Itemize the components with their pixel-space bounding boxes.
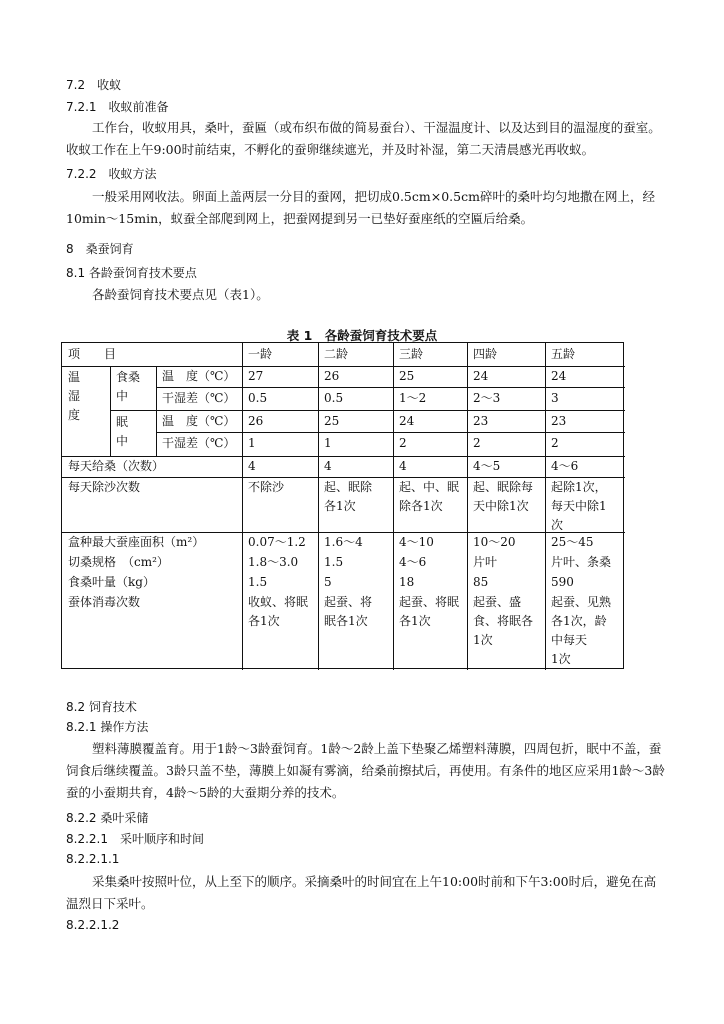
feedings-3: 4 — [399, 459, 407, 473]
sub-feeding: 食桑 中 — [116, 370, 141, 403]
feeding-temp-2: 26 — [324, 369, 340, 383]
area-4: 10～20 — [473, 535, 516, 549]
label-feedings: 每天给桑（次数） — [68, 459, 165, 473]
feeding-temp-5: 24 — [551, 369, 567, 383]
cut-2: 1.5 — [324, 555, 344, 569]
cleaning-3: 起、中、眠 除各1次 — [399, 480, 460, 513]
disinfect-4: 起蚕、盛 食、将眠各 1次 — [473, 595, 534, 647]
label-area: 盒种最大蚕座面积（m²） — [68, 535, 205, 549]
area-2: 1.6～4 — [324, 535, 363, 549]
feedings-2: 4 — [324, 459, 332, 473]
cut-5: 片叶、条桑 — [551, 555, 612, 569]
label-leaf: 食桑叶量（kg） — [68, 575, 155, 589]
feeding-temp-3: 25 — [399, 369, 415, 383]
label-cut: 切桑规格 （cm²） — [68, 555, 169, 569]
cut-1: 1.8～3.0 — [248, 555, 299, 569]
label-moult-temp: 温 度（℃） — [162, 414, 236, 428]
sub-moult: 眠 中 — [116, 415, 129, 448]
section-heading-8-1: 8.1 各龄蚕饲育技术要点 — [66, 266, 197, 280]
feeding-diff-1: 0.5 — [248, 391, 268, 405]
paragraph-8-2-1: 塑料薄膜覆盖育。用于1龄～3龄蚕饲育。1龄～2龄上盖下垫聚乙烯塑料薄膜，四周包折，眠中不盖，蚕饲食后继续覆盖。3龄只盖不垫，薄膜上如凝有雾滴，给桑前擦拭后，再使用。有条件的地区应采用1龄～3龄蚕的小蚕期共育，4龄～5龄的大蚕期分养的技术。 — [66, 741, 665, 800]
section-heading-8-2-1: 8.2.1 操作方法 — [66, 720, 149, 734]
feedings-1: 4 — [248, 459, 256, 473]
moult-diff-4: 2 — [473, 436, 481, 450]
cleaning-1: 不除沙 — [248, 480, 285, 494]
cleaning-2: 起、眠除 各1次 — [324, 480, 373, 513]
header-instar-5: 五龄 — [551, 347, 576, 361]
moult-diff-5: 2 — [551, 436, 559, 450]
feeding-diff-5: 3 — [551, 391, 559, 405]
header-instar-3: 三龄 — [399, 347, 424, 361]
section-heading-8-2-2-1: 8.2.2.1 采叶顺序和时间 — [66, 832, 204, 846]
leaf-3: 18 — [399, 575, 415, 589]
label-moult-diff: 干湿差（℃） — [162, 436, 236, 450]
leaf-1: 1.5 — [248, 575, 268, 589]
cleaning-4: 起、眠除每 天中除1次 — [473, 480, 534, 513]
header-instar-4: 四龄 — [473, 347, 498, 361]
paragraph-7-2-1: 工作台，收蚁用具，桑叶，蚕匾（或布织布做的简易蚕台）、干湿温度计、以及达到目的温湿度的蚕室。收蚁工作在上午9:00时前结束，不孵化的蚕卵继续遮光，并及时补湿，第二天清晨感光再收蚁。 — [66, 120, 661, 157]
section-heading-7-2: 7.2 收蚁 — [66, 78, 122, 92]
moult-diff-2: 1 — [324, 436, 332, 450]
paragraph-7-2-2: 一般采用网收法。卵面上盖两层一分目的蚕网，把切成0.5cm×0.5cm碎叶的桑叶均匀地撒在网上，经10min～15min，蚁蚕全部爬到网上，把蚕网提到另一已垫好蚕座纸的空匾后给桑。 — [66, 189, 655, 226]
paragraph-8-2-2-1-1: 采集桑叶按照叶位，从上至下的顺序。采摘桑叶的时间宜在上午10:00时前和下午3:00时后，避免在高温烈日下采叶。 — [66, 874, 657, 911]
section-heading-8-2-2-1-1: 8.2.2.1.1 — [66, 852, 120, 866]
section-heading-8-2-2-1-2: 8.2.2.1.2 — [66, 918, 120, 932]
table-caption: 表 1 各龄蚕饲育技术要点 — [286, 328, 438, 343]
feeding-temp-4: 24 — [473, 369, 489, 383]
label-cleaning: 每天除沙次数 — [68, 480, 141, 494]
cut-4: 片叶 — [473, 555, 498, 569]
moult-temp-3: 24 — [399, 414, 415, 428]
section-heading-7-2-1: 7.2.1 收蚁前准备 — [66, 100, 169, 114]
leaf-2: 5 — [324, 575, 332, 589]
section-heading-8-2-2: 8.2.2 桑叶采储 — [66, 811, 149, 825]
section-heading-8: 8 桑蚕饲育 — [66, 242, 134, 256]
feeding-temp-1: 27 — [248, 369, 264, 383]
moult-diff-1: 1 — [248, 436, 256, 450]
moult-diff-3: 2 — [399, 436, 407, 450]
header-instar-1: 一龄 — [248, 347, 273, 361]
label-feeding-diff: 干湿差（℃） — [162, 391, 236, 405]
area-3: 4～10 — [399, 535, 434, 549]
cleaning-5: 起除1次， 每天中除1 次 — [551, 480, 607, 532]
moult-temp-1: 26 — [248, 414, 264, 428]
section-heading-8-2: 8.2 饲育技术 — [66, 700, 137, 714]
moult-temp-5: 23 — [551, 414, 567, 428]
disinfect-1: 收蚁、将眠 各1次 — [248, 595, 309, 628]
label-disinfect: 蚕体消毒次数 — [68, 595, 141, 609]
moult-temp-2: 25 — [324, 414, 340, 428]
header-item: 项 目 — [68, 347, 117, 361]
disinfect-5: 起蚕、见熟 各1次，龄 中每天 1次 — [551, 595, 612, 666]
leaf-4: 85 — [473, 575, 489, 589]
area-5: 25～45 — [551, 535, 594, 549]
feeding-diff-4: 2～3 — [473, 391, 501, 405]
rearing-table — [61, 342, 624, 669]
feeding-diff-2: 0.5 — [324, 391, 344, 405]
group-temp-humidity: 温 湿 度 — [68, 370, 81, 422]
area-1: 0.07～1.2 — [248, 535, 306, 549]
feedings-5: 4～6 — [551, 459, 579, 473]
section-heading-7-2-2: 7.2.2 收蚁方法 — [66, 167, 157, 181]
disinfect-3: 起蚕、将眠 各1次 — [399, 595, 460, 628]
moult-temp-4: 23 — [473, 414, 489, 428]
disinfect-2: 起蚕、将 眠各1次 — [324, 595, 373, 628]
feedings-4: 4～5 — [473, 459, 501, 473]
paragraph-8-1: 各龄蚕饲育技术要点见（表1）。 — [92, 287, 269, 302]
label-feeding-temp: 温 度（℃） — [162, 369, 236, 383]
header-instar-2: 二龄 — [324, 347, 349, 361]
leaf-5: 590 — [551, 575, 574, 589]
feeding-diff-3: 1～2 — [399, 391, 427, 405]
cut-3: 4～6 — [399, 555, 427, 569]
